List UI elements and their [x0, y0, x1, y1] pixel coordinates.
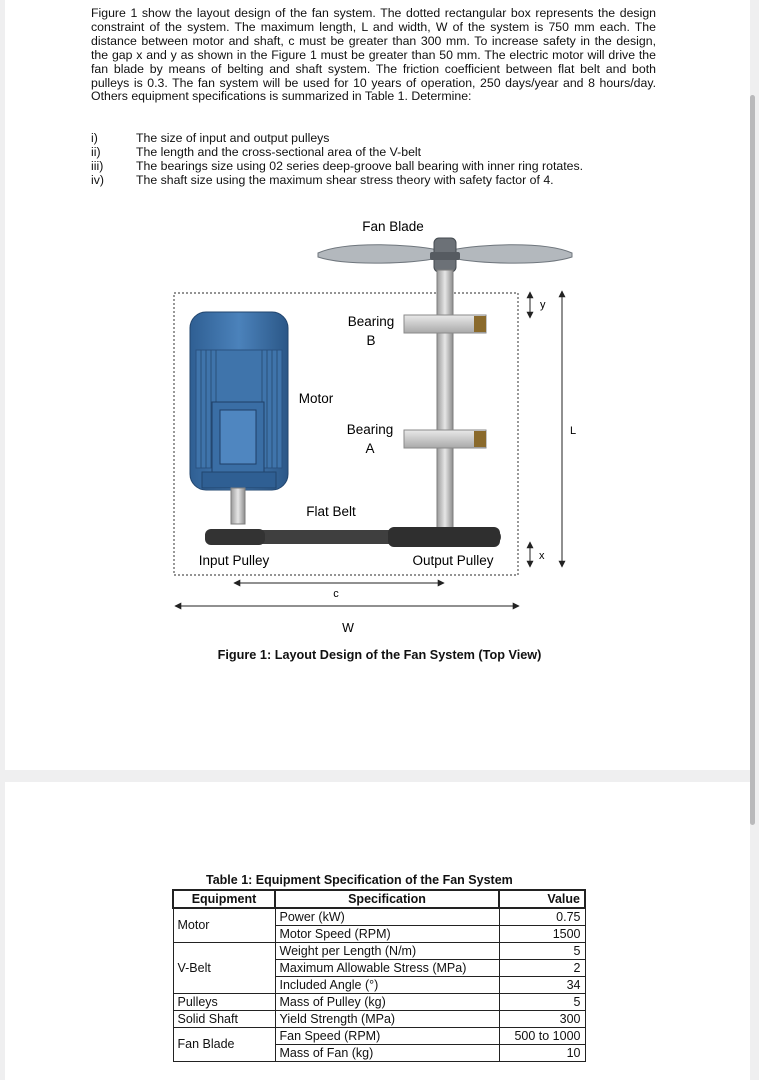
- label-W: W: [342, 621, 354, 635]
- table-row: [173, 1028, 585, 1045]
- equipment-cell: Fan Blade: [173, 1028, 275, 1062]
- bearing-a: [404, 430, 486, 448]
- spec-cell: Mass of Fan (kg): [275, 1045, 499, 1062]
- label-y: y: [540, 299, 546, 311]
- label-motor: Motor: [298, 391, 334, 406]
- figure-caption: Figure 1: Layout Design of the Fan System (Top View): [217, 648, 542, 662]
- equipment-cell: Solid Shaft: [173, 1011, 275, 1028]
- label-bearing-a: Bearing: [346, 422, 394, 437]
- value-cell: 1500: [499, 926, 585, 943]
- equipment-cell: Pulleys: [173, 994, 275, 1011]
- value-cell: 5: [499, 943, 585, 960]
- item-text: The bearings size using 02 series deep-groove ball bearing with inner ring rotates.: [136, 158, 584, 173]
- equipment-cell: Motor: [173, 908, 275, 943]
- equipment-cell: V-Belt: [173, 943, 275, 994]
- label-bearing-b: Bearing: [347, 314, 395, 329]
- specification-table: [172, 889, 586, 1062]
- label-x: x: [539, 550, 545, 562]
- value-cell: 10: [499, 1045, 585, 1062]
- label-fan-blade: Fan Blade: [362, 219, 424, 234]
- spec-cell: Weight per Length (N/m): [275, 943, 499, 960]
- label-input-pulley: Input Pulley: [198, 553, 270, 568]
- table-row: [173, 994, 585, 1011]
- item-number: i): [91, 131, 98, 145]
- header-value: Value: [499, 890, 585, 908]
- value-cell: 2: [499, 960, 585, 977]
- label-flat-belt: Flat Belt: [306, 504, 356, 519]
- table-row: [173, 1011, 585, 1028]
- table-row: [173, 943, 585, 960]
- value-cell: 34: [499, 977, 585, 994]
- fan-blade: [318, 238, 572, 272]
- item-text: The size of input and output pulleys: [136, 131, 330, 145]
- spec-cell: Yield Strength (MPa): [275, 1011, 499, 1028]
- item-text: The shaft size using the maximum shear stress theory with safety factor of 4.: [136, 172, 554, 187]
- table-header-row: [173, 890, 585, 908]
- spec-cell: Maximum Allowable Stress (MPa): [275, 960, 499, 977]
- value-cell: 500 to 1000: [499, 1028, 585, 1045]
- spec-cell: Included Angle (°): [275, 977, 499, 994]
- label-L: L: [569, 425, 577, 437]
- item-text: The length and the cross-sectional area of the V-belt: [136, 144, 422, 159]
- value-cell: 5: [499, 994, 585, 1011]
- motor: [190, 312, 288, 524]
- spec-cell: Mass of Pulley (kg): [275, 994, 499, 1011]
- table-caption: Table 1: Equipment Specification of the Fan System: [206, 873, 513, 887]
- header-specification: Specification: [275, 890, 499, 908]
- value-cell: 300: [499, 1011, 585, 1028]
- shaft: [437, 270, 453, 532]
- label-c: c: [333, 588, 339, 600]
- item-number: ii): [91, 144, 101, 159]
- header-equipment: Equipment: [173, 890, 275, 908]
- label-output-pulley: Output Pulley: [412, 553, 494, 568]
- bearing-b: [404, 315, 486, 333]
- item-number: iii): [91, 158, 104, 173]
- spec-cell: Fan Speed (RPM): [275, 1028, 499, 1045]
- problem-statement: Figure 1 show the layout design of the fan system. The dotted rectangular box represents the design constraint of the system. The maximum length, L and width, W of the system is 750 mm each. The distance between motor and shaft, c must be greater than 300 mm. To increase safety in the design, the gap x and y as shown in the Figure 1 must be greater than 50 mm. The electric motor will drive the fan blade by means of belting and shaft system. The friction coefficient between flat belt and both pulleys is 0.3. The fan system will be used for 10 years of operation, 250 days/year and 8 hours/day. Others equipment specifications is summarized in Table 1. Determine:: [91, 6, 656, 104]
- item-number: iv): [91, 172, 104, 187]
- value-cell: 0.75: [499, 908, 585, 926]
- label-bearing-a-letter: A: [365, 441, 375, 456]
- spec-cell: Motor Speed (RPM): [275, 926, 499, 943]
- flat-belt: [205, 527, 501, 547]
- table-row: [173, 908, 585, 926]
- label-bearing-b-letter: B: [366, 333, 376, 348]
- spec-cell: Power (kW): [275, 908, 499, 926]
